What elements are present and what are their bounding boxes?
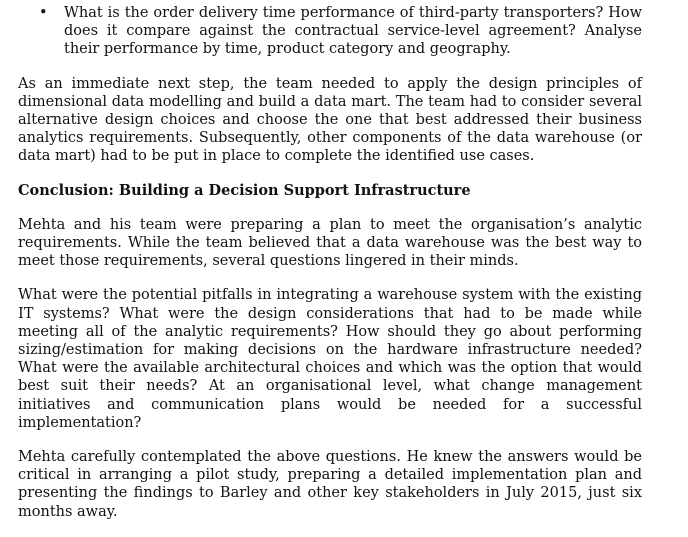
paragraph-next-step: As an immediate next step, the team needed to apply the design principles of dimensional data modelling and build a data mart. The team had to consider several alternative design choices and choose the one that best addressed their business analytics requirements. Subsequently, other components of the data warehouse (or data mart) had to be put in place to complete the identified use cases. bbox=[18, 75, 642, 165]
paragraph-questions: What were the potential pitfalls in integrating a warehouse system with the existing IT systems? What were the design considerations that had to be made while meeting all of the analytic requirements? How should they go about performing sizing/estimation for making decisions on the hardware infrastructure needed? What were the available architectural choices and which was the option that would best suit their needs? At an organisational level, what change management initiatives and communication plans would be needed for a successful implementation? bbox=[18, 287, 642, 431]
paragraph-team-plan: Mehta and his team were preparing a plan to meet the organisation’s analytic requirements. While the team believed that a data warehouse was the best way to meet those requirements, several questions lingered in their minds. bbox=[18, 216, 642, 270]
bullet-item-delivery-performance bbox=[18, 4, 642, 59]
document-page bbox=[18, 4, 642, 537]
section-heading-conclusion: Conclusion: Building a Decision Support Infrastructure bbox=[18, 181, 471, 199]
bullet-point-icon: • bbox=[39, 5, 48, 21]
question-bullet-list bbox=[18, 4, 642, 59]
bullet-text: What is the order delivery time performance of third-party transporters? How does it compare against the contractual service-level agreement? Analyse their performance by time, product category and geography. bbox=[64, 5, 642, 58]
paragraph-contemplation: Mehta carefully contemplated the above questions. He knew the answers would be critical in arranging a pilot study, preparing a detailed implementation plan and presenting the findings to Barley and other key stakeholders in July 2015, just six months away. bbox=[18, 449, 642, 520]
